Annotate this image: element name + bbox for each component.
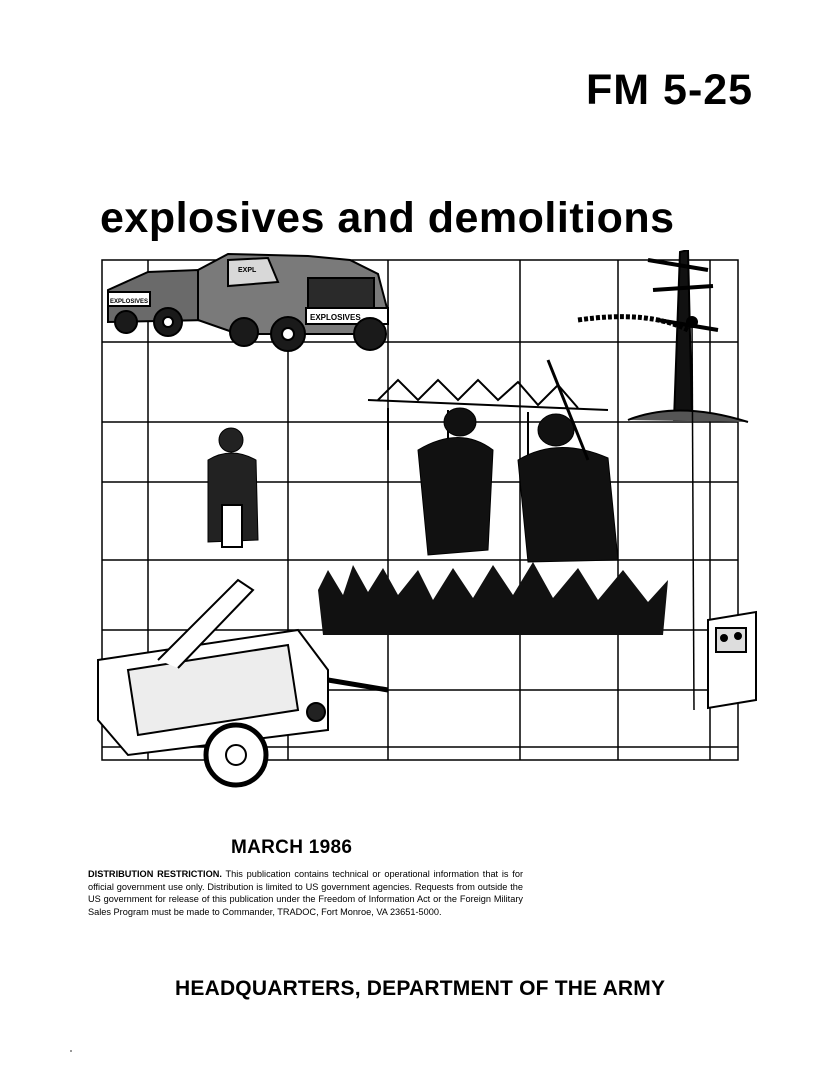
truck-front-label: EXPLOSIVES — [310, 313, 361, 322]
pine-tree — [628, 250, 748, 422]
cover-illustration — [88, 250, 758, 810]
explosives-truck-front — [198, 254, 388, 351]
restriction-text: This publication contains technical or operational information that is for official government use only. Distribution is limited to US government agencies. Requests from outside the US government for release of this publication under the Freedom of Information Act or the Foreign Military Sales Program must be made to Commander, TRADOC, Fort Monroe, VA 23651-5000. — [88, 869, 524, 917]
scan-speck — [70, 1050, 72, 1052]
grass-brush — [318, 562, 668, 635]
kneeling-soldier — [208, 428, 258, 547]
truck-rear-label: EXPLOSIVES — [110, 299, 149, 305]
restriction-label: DISTRIBUTION RESTRICTION. — [88, 869, 222, 879]
publication-date: MARCH 1986 — [231, 837, 353, 858]
publisher: HEADQUARTERS, DEPARTMENT OF THE ARMY — [175, 977, 666, 1000]
document-title: explosives and demolitions — [100, 194, 675, 242]
truck-side-label: EXPL — [238, 267, 257, 274]
blasting-machine — [687, 317, 756, 710]
document-number: FM 5-25 — [586, 66, 754, 114]
distribution-restriction — [88, 868, 523, 918]
